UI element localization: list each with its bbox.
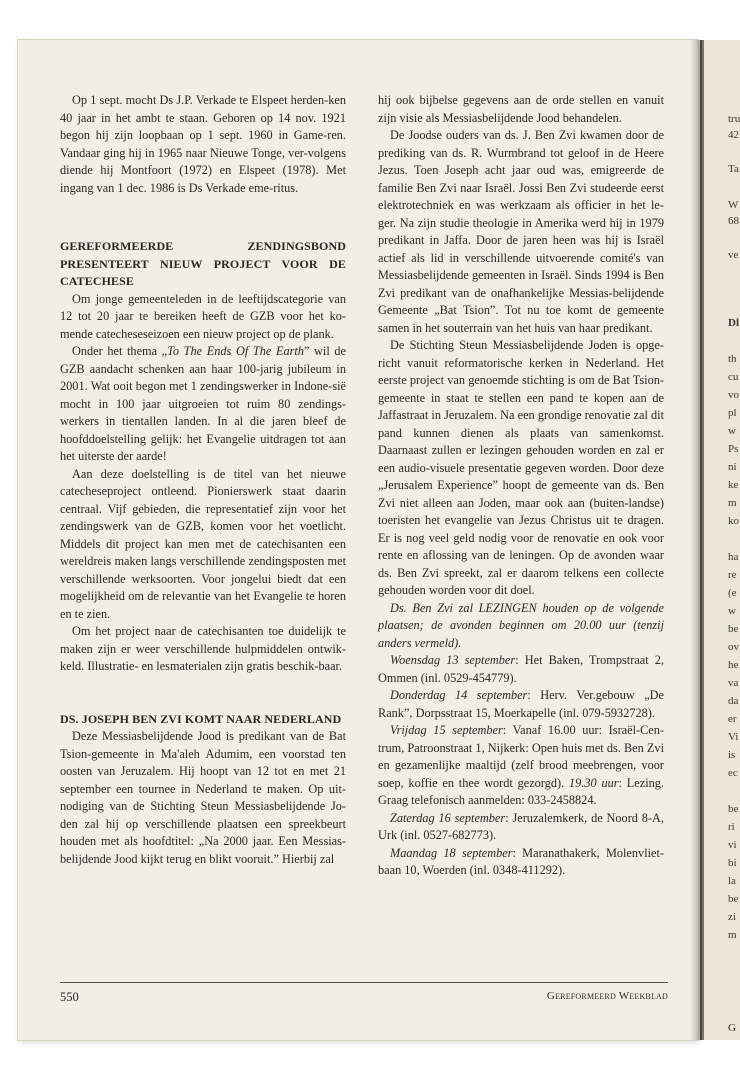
lecture-entry: Maandag 18 september: Maranathakerk, Molenvliet-baan 10, Woerden (inl. 0348-411292).: [378, 845, 664, 877]
next-page-fragment: ko: [728, 515, 739, 527]
next-page-fragment: 68: [728, 215, 739, 227]
next-page-fragment: ri: [728, 821, 735, 833]
article-paragraph: Om het project naar de catechisanten toe duidelijk te maken zijn er weer verschillende hulpmiddelen ontwik-keld. Illustratie- en lesmaterialen zijn gratis beschik-baar.: [60, 624, 346, 673]
next-page-fragment: Ps: [728, 443, 739, 455]
next-page-fragment: ov: [728, 641, 739, 653]
next-page-fragment: ec: [728, 767, 738, 779]
next-page-fragment: pl: [728, 407, 737, 419]
next-page-fragment: m: [728, 497, 737, 509]
next-page-fragment: ha: [728, 551, 739, 563]
left-column: [60, 92, 346, 868]
next-page-fragment: la: [728, 875, 736, 887]
article-paragraph: hij ook bijbelse gegevens aan de orde stellen en vanuit zijn visie als Messiasbelijdende Jood behandelen.: [378, 93, 664, 125]
page-number: 550: [60, 990, 79, 1004]
page-gutter-shadow: [690, 40, 704, 1040]
next-page-fragment: he: [728, 659, 739, 671]
next-page-fragment: ke: [728, 479, 739, 491]
next-page-fragment: be: [728, 803, 739, 815]
next-page-fragment: cu: [728, 371, 739, 383]
next-page-fragment: th: [728, 353, 737, 365]
article-paragraph: Aan deze doelstelling is de titel van het nieuwe catecheseproject ontleend. Pionierswerk staat daarin centraal. Vijf gebieden, die representatief zijn voor het zendingswerk van de GZB, komen voor het voetlicht. Middels dit project kan men met de catechisanten een wereldreis maken langs verschillende zendingsposten met verschillende werksoorten. Voor jongelui biedt dat een mogelijkheid om de relevantie van het Evangelie te horen en te zien.: [60, 466, 346, 621]
next-page-edge: [700, 40, 740, 1040]
next-page-fragment: va: [728, 677, 739, 689]
right-column: [378, 92, 664, 880]
next-page-fragment: da: [728, 695, 739, 707]
next-page-fragment: be: [728, 623, 739, 635]
next-page-fragment: tru: [728, 113, 740, 125]
next-page-fragment: W: [728, 199, 739, 211]
theme-title: To The Ends Of The Earth: [167, 344, 304, 358]
next-page-fragment: is: [728, 749, 736, 761]
magazine-name: Gereformeerd Weekblad: [546, 990, 668, 1002]
next-page-fragment: Dl: [728, 317, 739, 329]
next-page-fragment: Vi: [728, 731, 739, 743]
next-page-fragment: w: [728, 605, 736, 617]
next-page-fragment: vi: [728, 839, 737, 851]
next-page-fragment: bi: [728, 857, 737, 869]
lecture-entry: Donderdag 14 september: Herv. Ver.gebouw „De Rank”, Dorpsstraat 15, Moerkapelle (inl. 079-5932728).: [378, 688, 665, 720]
article-paragraph: Onder het thema „To The Ends Of The Earth” wil de GZB aandacht schenken aan haar 100-jarig jubileum in 2001. Wat ooit begon met 1 zendingswerker in Indone-sië mocht in 100 jaar uitgroeien tot ruim 80 zendings-werkers in tientallen landen. In al die jaren bleef de hoofddoelstelling gelijk: het Evangelie uitdragen tot aan het uiterste der aarde!: [60, 344, 346, 463]
next-page-fragment: ve: [728, 249, 739, 261]
article-paragraph: Deze Messiasbelijdende Jood is predikant van de Bat Tsion-gemeente in Ma'aleh Adumim, een voorstad ten oosten van Jeruzalem. Hij hoopt van 12 tot en met 21 september een tournee in Nederland te maken. Op uit-nodiging van de Stichting Steun Messiasbelijdende Jo-den zal hij op verschillende plaatsen een spreekbeurt houden met als hoofdtitel: „Na 2000 jaar. Een Messias-belijdende Jood kijkt terug en blikt vooruit.” Hierbij zal: [60, 729, 346, 866]
next-page-fragment: zi: [728, 911, 736, 923]
next-page-footer-fragment: G: [728, 1022, 736, 1034]
article-heading: GEREFORMEERDE ZENDINGSBOND PRESENTEERT NIEUW PROJECT VOOR DE CATECHESE: [60, 239, 346, 288]
next-page-fragment: w: [728, 425, 736, 437]
lecture-entry: Woensdag 13 september: Het Baken, Trompstraat 2, Ommen (inl. 0529-454779).: [378, 653, 664, 685]
next-page-fragment: (e: [728, 587, 737, 599]
next-page-fragment: re: [728, 569, 737, 581]
next-page-fragment: vo: [728, 389, 739, 401]
next-page-fragment: ni: [728, 461, 737, 473]
next-page-fragment: er: [728, 713, 737, 725]
lecture-entry: Zaterdag 16 september: Jeruzalemkerk, de Noord 8-A, Urk (inl. 0527-682773).: [378, 810, 664, 842]
lecture-entry: Vrijdag 15 september: Vanaf 16.00 uur: Israël-Cen-trum, Patroonstraat 1, Nijkerk: Open huis met ds. Ben Zvi en gezamenlijke maaltijd (zelf brood meebrengen, voor soep, koffie en thee wordt gezorgd). 19.30 uur: Lezing. Graag telefonisch aanmelden: 033-2458824.: [378, 723, 664, 807]
article-paragraph: Om jonge gemeenteleden in de leeftijdscategorie van 12 tot 20 jaar te bereiken heeft de GZB voor het ko-mende catecheseseizoen een nieuw project op de plank.: [60, 291, 346, 341]
article-paragraph: De Joodse ouders van ds. J. Ben Zvi kwamen door de prediking van ds. R. Wurmbrand tot geloof in de Heere Jezus. Toen Joseph acht jaar oud was, emigreerde de familie Ben Zvi naar Israël. Jossi Ben Zvi studeerde eerst elektrotechniek en was werkzaam als officier in het le-ger. Na zijn studie theologie in Amerika werd hij in 1979 predikant in Jaffa. Door de jaren heen was hij is Israël actief als lid in verschillende uitvoerende comité's van Messiasbelijdende gemeenten in Israël. Sinds 1994 is Ben Zvi predikant van de onafhankelijke Messias-belijdende Gemeente „Bat Tsion”. Tot nu toe komt de gemeente samen in het souterrain van het huis van haar predikant.: [378, 128, 664, 335]
article-paragraph: De Stichting Steun Messiasbelijdende Joden is opge-richt vanuit reformatorische kerken in Nederland. Het eerste project van genoemde stichting is om de Bat Tsion-gemeente in staat te stellen een pand te kopen aan de Jaffastraat in Jeruzalem. Na een grondige renovatie zal dit pand kunnen dienen als plaats van samenkomst. Daarnaast zullen er lezingen gehouden worden en zal er een audio-visuele presentatie gegeven worden. Door deze „Jerusalem Experience” hoopt de gemeente van ds. Ben Zvi niet alleen aan Joden, maar ook aan (buiten-landse) toeristen het evangelie van Jezus Christus uit te dragen. Er is nog veel geld nodig voor de renovatie en ook voor rente en aflossing van de leningen. Op de avonden waar ds. Ben Zvi spreekt, zal er daarom telkens een collecte gehouden worden voor dit doel.: [378, 338, 664, 597]
lecture-intro: Ds. Ben Zvi zal LEZINGEN houden op de volgende plaatsen; de avonden beginnen om 20.00 uur (tenzij anders vermeld).: [378, 600, 664, 650]
article-paragraph: Op 1 sept. mocht Ds J.P. Verkade te Elspeet herden-ken 40 jaar in het ambt te staan. Geboren op 14 nov. 1921 begon hij zijn loopbaan op 1 sept. 1960 in Game-ren. Vandaar ging hij in 1965 naar Nieuwe Tonge, ver-volgens diende hij Montfoort (1972) en Elspeet (1978). Met ingang van 1 dec. 1986 is Ds Verkade eme-ritus.: [60, 93, 346, 195]
article-heading: DS. JOSEPH BEN ZVI KOMT NAAR NEDERLAND: [60, 711, 342, 726]
next-page-fragment: Ta: [728, 163, 739, 175]
next-page-fragment: 42: [728, 129, 739, 141]
next-page-fragment: be: [728, 893, 739, 905]
next-page-fragment: m: [728, 929, 737, 941]
footer-rule: [60, 982, 668, 983]
